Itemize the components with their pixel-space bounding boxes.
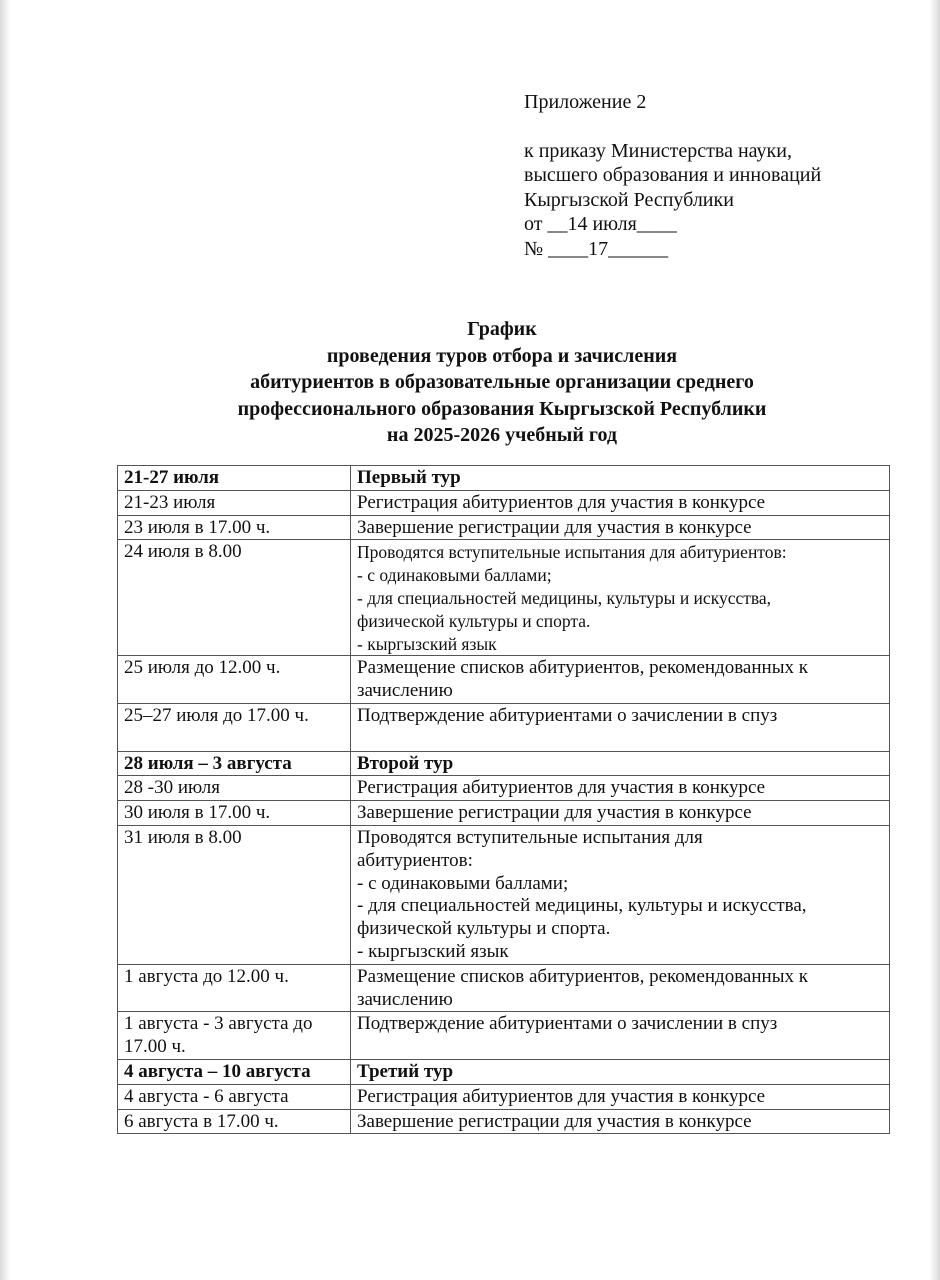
date-cell: 21-23 июля <box>118 490 351 515</box>
event-line: - для специальностей медицины, культуры и искусства, <box>357 895 807 917</box>
schedule-row <box>118 776 890 801</box>
tour-header-row <box>118 751 890 776</box>
order-number: № ____17______ <box>524 237 669 260</box>
schedule-row <box>118 801 890 826</box>
event-line: Завершение регистрации для участия в конкурсе <box>357 802 752 824</box>
date-cell: 1 августа - 3 августа до 17.00 ч. <box>118 1012 351 1060</box>
order-line-2: высшего образования и инноваций <box>524 164 822 186</box>
tour-title-cell <box>351 466 890 491</box>
event-cell <box>351 1012 890 1060</box>
event-line: зачислению <box>357 988 453 1010</box>
event-line: Размещение списков абитуриентов, рекомендованных к <box>357 965 808 987</box>
date-cell: 4 августа – 10 августа <box>118 1059 351 1084</box>
order-date: от __14 июля____ <box>524 213 677 235</box>
event-line: - кыргызский язык <box>357 940 509 962</box>
event-line: Подтверждение абитуриентами о зачислении в спуз <box>357 704 778 726</box>
event-line: Первый тур <box>357 467 461 488</box>
schedule-table-body <box>118 466 890 1134</box>
date-cell: 23 июля в 17.00 ч. <box>118 515 351 540</box>
schedule-table <box>117 465 890 1134</box>
tour-title-cell <box>351 751 890 776</box>
order-line-3: Кыргызской Республики <box>524 188 734 211</box>
schedule-row <box>118 656 890 704</box>
schedule-row <box>118 964 890 1012</box>
header-spacer <box>524 115 821 139</box>
event-line: - кыргызский язык <box>357 633 497 654</box>
title-line-4: профессионального образования Кыргызской Республики <box>237 397 767 420</box>
schedule-row <box>118 540 890 656</box>
tour-header-row <box>118 466 890 491</box>
event-cell <box>351 540 890 656</box>
tour-header-row <box>118 1059 890 1084</box>
event-line: - с одинаковыми баллами; <box>357 565 552 586</box>
title-line-2: проведения туров отбора и зачисления <box>326 344 678 367</box>
date-cell: 1 августа до 12.00 ч. <box>118 964 351 1012</box>
date-cell: 4 августа - 6 августа <box>118 1084 351 1109</box>
title-line-5: на 2025-2026 учебный год <box>386 424 618 446</box>
title-line-1: График <box>467 318 537 340</box>
date-cell: 30 июля в 17.00 ч. <box>118 801 351 826</box>
event-line: Регистрация абитуриентов для участия в конкурсе <box>357 777 766 799</box>
schedule-row <box>118 490 890 515</box>
title-line-3: абитуриентов в образовательные организации среднего <box>250 371 754 393</box>
date-cell: 25 июля до 12.00 ч. <box>118 656 351 704</box>
schedule-row <box>118 515 890 540</box>
event-line: абитуриентов: <box>357 849 473 871</box>
schedule-row <box>118 1084 890 1109</box>
date-cell: 31 июля в 8.00 <box>118 825 351 964</box>
event-cell <box>351 825 890 964</box>
date-cell: 25–27 июля до 17.00 ч. <box>118 703 351 751</box>
page-edge-right <box>930 0 940 1280</box>
event-line: физической культуры и спорта. <box>357 918 611 940</box>
event-line: Подтверждение абитуриентами о зачислении в спуз <box>357 1013 778 1035</box>
schedule-row <box>118 703 890 751</box>
event-line: Проводятся вступительные испытания для абитуриентов: <box>357 542 787 563</box>
event-line: зачислению <box>357 680 453 702</box>
event-line <box>357 728 885 751</box>
event-line: Второй тур <box>357 752 454 774</box>
schedule-row <box>118 1109 890 1134</box>
order-line-1: к приказу Министерства науки, <box>524 139 792 162</box>
event-cell <box>351 656 890 704</box>
page-edge-left <box>0 0 10 1280</box>
date-cell: 24 июля в 8.00 <box>118 540 351 656</box>
event-cell <box>351 703 890 751</box>
document-title <box>0 316 940 449</box>
event-cell <box>351 801 890 826</box>
event-line: Завершение регистрации для участия в конкурсе <box>357 1110 752 1132</box>
event-cell <box>351 515 890 540</box>
date-cell: 28 июля – 3 августа <box>118 751 351 776</box>
event-line: - с одинаковыми баллами; <box>357 872 569 894</box>
event-line: физической культуры и спорта. <box>357 610 591 631</box>
event-line: Размещение списков абитуриентов, рекомендованных к <box>357 657 808 679</box>
event-line: Третий тур <box>357 1060 454 1082</box>
date-cell: 28 -30 июля <box>118 776 351 801</box>
appendix-header <box>524 90 821 261</box>
event-line: Завершение регистрации для участия в конкурсе <box>357 516 752 538</box>
appendix-label: Приложение 2 <box>524 91 647 113</box>
event-cell <box>351 964 890 1012</box>
schedule-row <box>118 825 890 964</box>
event-line: - для специальностей медицины, культуры и искусства, <box>357 587 772 608</box>
event-line: Регистрация абитуриентов для участия в конкурсе <box>357 1085 766 1107</box>
schedule-row <box>118 1012 890 1060</box>
date-cell: 21-27 июля <box>118 466 351 491</box>
date-cell: 6 августа в 17.00 ч. <box>118 1109 351 1134</box>
event-cell <box>351 490 890 515</box>
event-cell <box>351 776 890 801</box>
event-line: Регистрация абитуриентов для участия в конкурсе <box>357 491 766 513</box>
event-cell <box>351 1084 890 1109</box>
tour-title-cell <box>351 1059 890 1084</box>
event-cell <box>351 1109 890 1134</box>
event-line: Проводятся вступительные испытания для <box>357 826 703 848</box>
